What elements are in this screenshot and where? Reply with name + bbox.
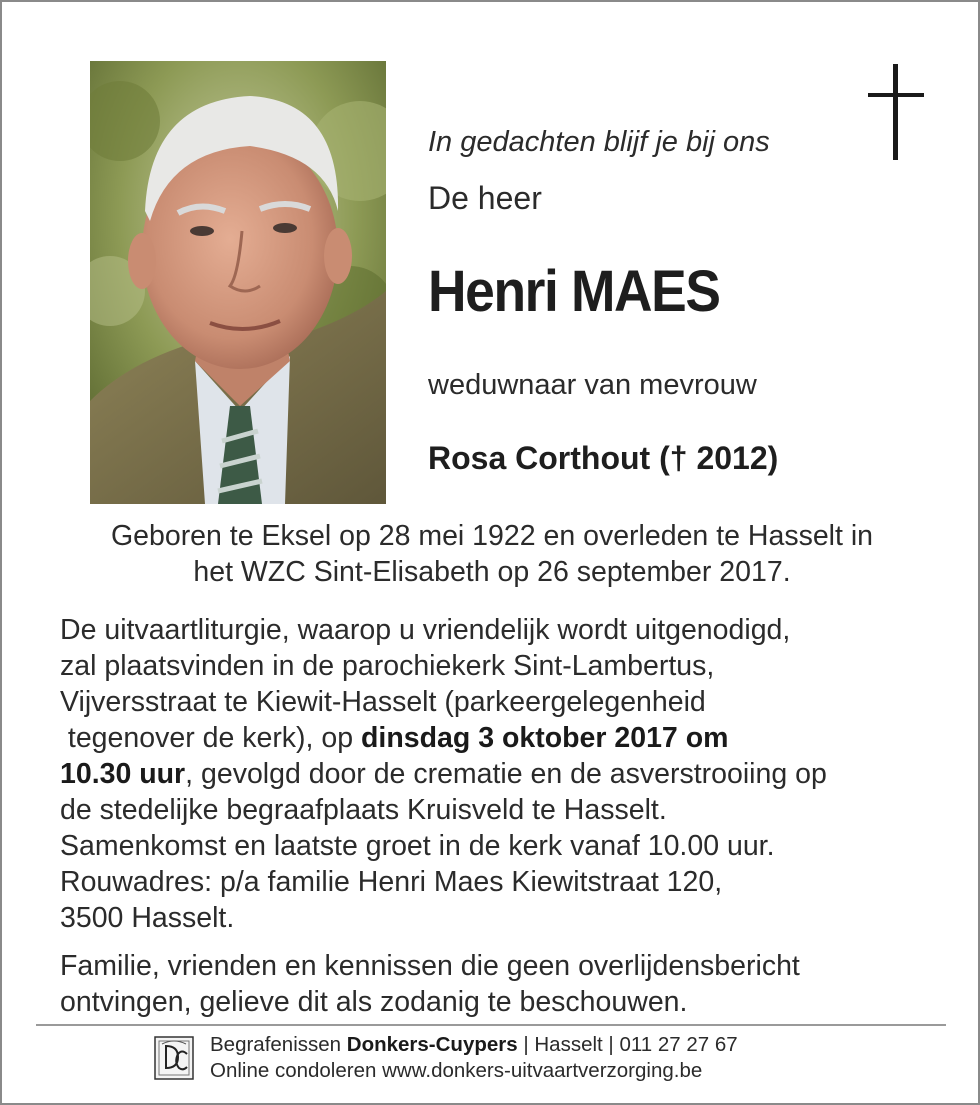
funeral-line-9: 3500 Hasselt. xyxy=(60,902,235,934)
spouse-name: Rosa Corthout († 2012) xyxy=(428,440,779,476)
notice-line-1: Familie, vrienden en kennissen die geen overlijdensbericht xyxy=(60,950,800,982)
funeral-line-3: Vijversstraat te Kiewit-Hasselt (parkeergelegenheid xyxy=(60,686,706,718)
dc-logo-icon xyxy=(154,1036,194,1085)
funeral-paragraph xyxy=(60,612,940,936)
cross-icon xyxy=(864,64,928,169)
online-condolence-link[interactable]: Online condoleren www.donkers-uitvaartverzorging.be xyxy=(210,1059,703,1082)
footer-divider xyxy=(36,1024,946,1026)
relation-text: weduwnaar van mevrouw xyxy=(428,369,757,401)
funeral-line-4 xyxy=(60,720,940,756)
funeral-line-5-post: , gevolgd door de crematie en de asverstrooiing op xyxy=(185,758,827,790)
deceased-name: Henri MAES xyxy=(428,259,720,324)
funeral-line-7: Samenkomst en laatste groet in de kerk vanaf 10.00 uur. xyxy=(60,830,775,862)
funeral-date-part-1: dinsdag 3 oktober 2017 om xyxy=(361,722,729,754)
footer-contact: | Hasselt | 011 27 27 67 xyxy=(517,1033,738,1056)
birth-death-paragraph xyxy=(42,518,942,590)
company-name: Donkers-Cuypers xyxy=(346,1033,518,1056)
funeral-line-4-pre: tegenover de kerk), op xyxy=(60,722,362,754)
funeral-line-5 xyxy=(60,756,940,792)
footer-text xyxy=(210,1032,738,1084)
notice-paragraph xyxy=(60,948,940,1020)
intro-text: In gedachten blijf je bij ons xyxy=(428,126,770,158)
birth-line-2: het WZC Sint-Elisabeth op 26 september 2017. xyxy=(193,556,791,588)
funeral-line-6: de stedelijke begraafplaats Kruisveld te Hasselt. xyxy=(60,794,667,826)
funeral-date-part-2: 10.30 uur xyxy=(60,758,186,790)
footer-prefix: Begrafenissen xyxy=(210,1033,347,1056)
birth-line-1: Geboren te Eksel op 28 mei 1922 en overleden te Hasselt in xyxy=(110,520,874,552)
notice-line-2: ontvingen, gelieve dit als zodanig te beschouwen. xyxy=(60,986,688,1018)
honorific: De heer xyxy=(428,180,542,216)
funeral-line-1: De uitvaartliturgie, waarop u vriendelijk wordt uitgenodigd, xyxy=(60,614,791,646)
funeral-line-2: zal plaatsvinden in de parochiekerk Sint-Lambertus, xyxy=(60,650,715,682)
portrait-photo xyxy=(90,61,386,504)
funeral-line-8: Rouwadres: p/a familie Henri Maes Kiewitstraat 120, xyxy=(60,866,723,898)
portrait-image xyxy=(90,61,386,504)
